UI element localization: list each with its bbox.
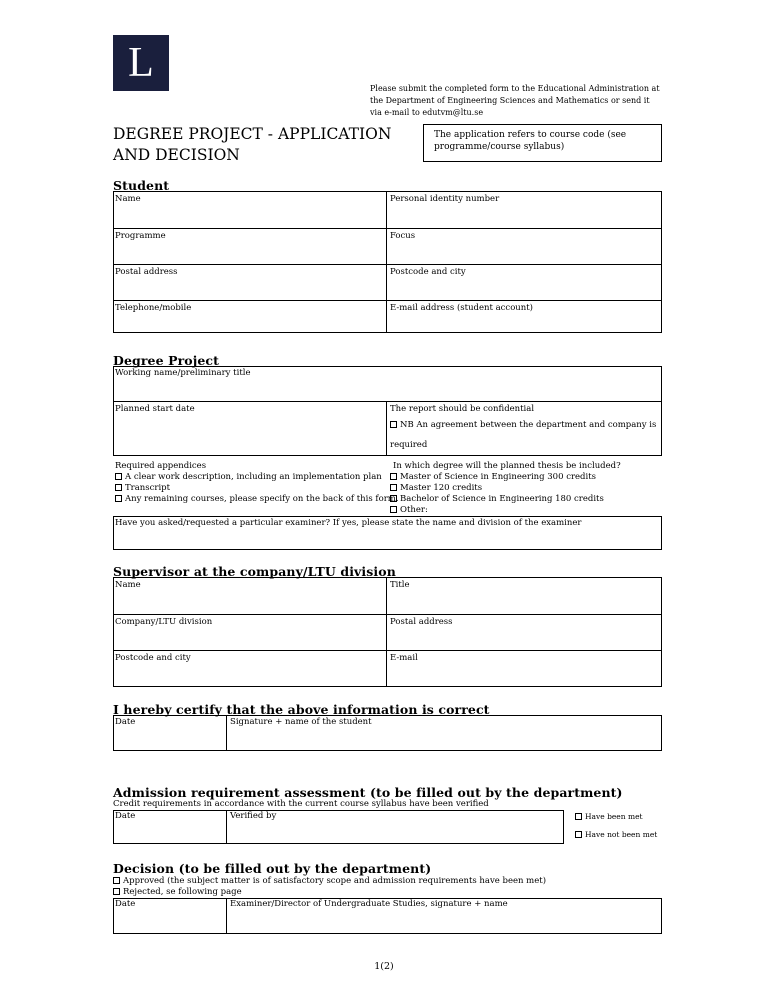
- company-field[interactable]: [115, 617, 212, 628]
- supervisor-name-field[interactable]: [115, 580, 141, 591]
- option-label: Have not been met: [585, 830, 658, 839]
- course-code-label: The application refers to course code (see programme/course syllabus): [434, 130, 627, 152]
- field-label: Date: [115, 899, 136, 909]
- programme-field[interactable]: [115, 231, 166, 242]
- option-label: A clear work description, including an implementation plan: [125, 472, 382, 482]
- approved-option[interactable]: [113, 876, 546, 887]
- appendices-heading: Required appendices: [115, 461, 207, 471]
- option-label: Rejected, se following page: [123, 887, 242, 897]
- rejected-option[interactable]: [113, 887, 242, 898]
- option-label: Any remaining courses, please specify on the back of this form.: [125, 494, 399, 504]
- degree-heading: In which degree will the planned thesis be included?: [393, 461, 621, 471]
- field-label: E-mail address (student account): [390, 303, 533, 313]
- field-label: Focus: [390, 231, 416, 241]
- start-date-field[interactable]: [115, 404, 195, 415]
- checkbox-icon[interactable]: [575, 813, 582, 820]
- option-label: Have been met: [585, 812, 643, 821]
- field-label: Name: [115, 580, 141, 590]
- field-label: Postal address: [390, 617, 453, 627]
- divider: [113, 228, 662, 229]
- divider: [113, 300, 662, 301]
- option-label-cont: required: [390, 440, 428, 450]
- field-label: E-mail: [390, 653, 418, 663]
- checkbox-icon[interactable]: [390, 473, 397, 480]
- checkbox-icon[interactable]: [575, 831, 582, 838]
- checkbox-icon[interactable]: [115, 484, 122, 491]
- field-label: Programme: [115, 231, 166, 241]
- degree-option[interactable]: [390, 472, 596, 483]
- option-label: Transcript: [125, 483, 171, 493]
- certify-heading: I hereby certify that the above information is correct: [113, 702, 490, 717]
- divider: [226, 810, 227, 844]
- admission-table: [113, 810, 564, 844]
- page-number: 1(2): [374, 961, 394, 972]
- degree-project-heading: Degree Project: [113, 353, 219, 368]
- field-label: Planned start date: [115, 404, 195, 414]
- field-label: Examiner/Director of Undergraduate Studies, signature + name: [230, 899, 508, 909]
- checkbox-icon[interactable]: [390, 506, 397, 513]
- checkbox-icon[interactable]: [390, 484, 397, 491]
- focus-field[interactable]: [390, 231, 415, 242]
- field-label: Company/LTU division: [115, 617, 213, 627]
- supervisor-table: [113, 577, 662, 687]
- checkbox-icon[interactable]: [113, 877, 120, 884]
- decision-date-field[interactable]: [115, 899, 135, 910]
- degree-option[interactable]: [390, 505, 428, 516]
- checkbox-icon[interactable]: [115, 495, 122, 502]
- divider: [386, 191, 387, 333]
- field-label: Working name/preliminary title: [115, 368, 251, 378]
- student-name-field[interactable]: [115, 194, 141, 205]
- ltu-logo: L: [113, 35, 169, 91]
- field-label: Signature + name of the student: [230, 717, 372, 727]
- field-label: Verified by: [230, 811, 277, 821]
- option-label: Bachelor of Science in Engineering 180 credits: [400, 494, 604, 504]
- field-label: Name: [115, 194, 141, 204]
- supervisor-title-field[interactable]: [390, 580, 410, 591]
- appendix-option[interactable]: [115, 472, 382, 483]
- supervisor-email-field[interactable]: [390, 653, 418, 664]
- checkbox-icon[interactable]: [113, 888, 120, 895]
- admission-date-field[interactable]: [115, 811, 135, 822]
- supervisor-heading: Supervisor at the company/LTU division: [113, 564, 396, 579]
- divider: [113, 614, 662, 615]
- checkbox-icon[interactable]: [390, 495, 397, 502]
- field-label: Date: [115, 717, 136, 727]
- examiner-signature-field[interactable]: [230, 899, 508, 910]
- page-title: DEGREE PROJECT - APPLICATION AND DECISION: [113, 125, 392, 164]
- phone-field[interactable]: [115, 303, 191, 314]
- confidential-option[interactable]: [390, 420, 656, 431]
- decision-heading: Decision (to be filled out by the department): [113, 861, 432, 876]
- divider: [386, 577, 387, 687]
- field-label: Title: [390, 580, 410, 590]
- student-email-field[interactable]: [390, 303, 533, 314]
- supervisor-postcode-field[interactable]: [115, 653, 191, 664]
- field-label: Postcode and city: [390, 267, 466, 277]
- divider: [386, 401, 387, 456]
- degree-option[interactable]: [390, 483, 482, 494]
- field-label: Postal address: [115, 267, 178, 277]
- divider: [113, 650, 662, 651]
- admission-heading: Admission requirement assessment (to be filled out by the department): [113, 785, 623, 800]
- field-label: Telephone/mobile: [115, 303, 192, 313]
- supervisor-postal-field[interactable]: [390, 617, 453, 628]
- certify-date-field[interactable]: [115, 717, 135, 728]
- appendix-option[interactable]: [115, 494, 399, 505]
- option-label: Other:: [400, 505, 428, 515]
- verified-by-field[interactable]: [230, 811, 276, 822]
- submit-instructions: Please submit the completed form to the Educational Administration at the Department of Engineering Sciences and Mathematics or send it via e-mail to edutvm@ltu.se: [370, 84, 660, 117]
- divider: [226, 898, 227, 934]
- field-label: Have you asked/requested a particular examiner? If yes, please state the name and division of the examiner: [115, 518, 582, 528]
- course-code-field[interactable]: [423, 124, 662, 162]
- student-pin-field[interactable]: [390, 194, 499, 205]
- degree-option[interactable]: [390, 494, 604, 505]
- student-heading: Student: [113, 178, 170, 193]
- student-table: [113, 191, 662, 333]
- option-label: Approved (the subject matter is of satisfactory scope and admission requirements have been met): [123, 876, 547, 886]
- option-label: Master of Science in Engineering 300 credits: [400, 472, 596, 482]
- option-label: Master 120 credits: [400, 483, 483, 493]
- checkbox-icon[interactable]: [115, 473, 122, 480]
- student-signature-field[interactable]: [230, 717, 372, 728]
- admission-note: Credit requirements in accordance with the current course syllabus have been verified: [113, 799, 489, 809]
- checkbox-icon[interactable]: [390, 421, 397, 428]
- option-label: NB An agreement between the department and company is: [400, 420, 657, 430]
- confidential-label: The report should be confidential: [390, 404, 535, 414]
- appendix-option[interactable]: [115, 483, 170, 494]
- met-option[interactable]: [575, 811, 643, 822]
- certify-table: [113, 715, 662, 751]
- field-label: Postcode and city: [115, 653, 191, 663]
- divider: [113, 264, 662, 265]
- not-met-option[interactable]: [575, 829, 657, 840]
- field-label: Date: [115, 811, 136, 821]
- divider: [226, 715, 227, 751]
- student-postal-field[interactable]: [115, 267, 178, 278]
- student-postcode-field[interactable]: [390, 267, 466, 278]
- field-label: Personal identity number: [390, 194, 500, 204]
